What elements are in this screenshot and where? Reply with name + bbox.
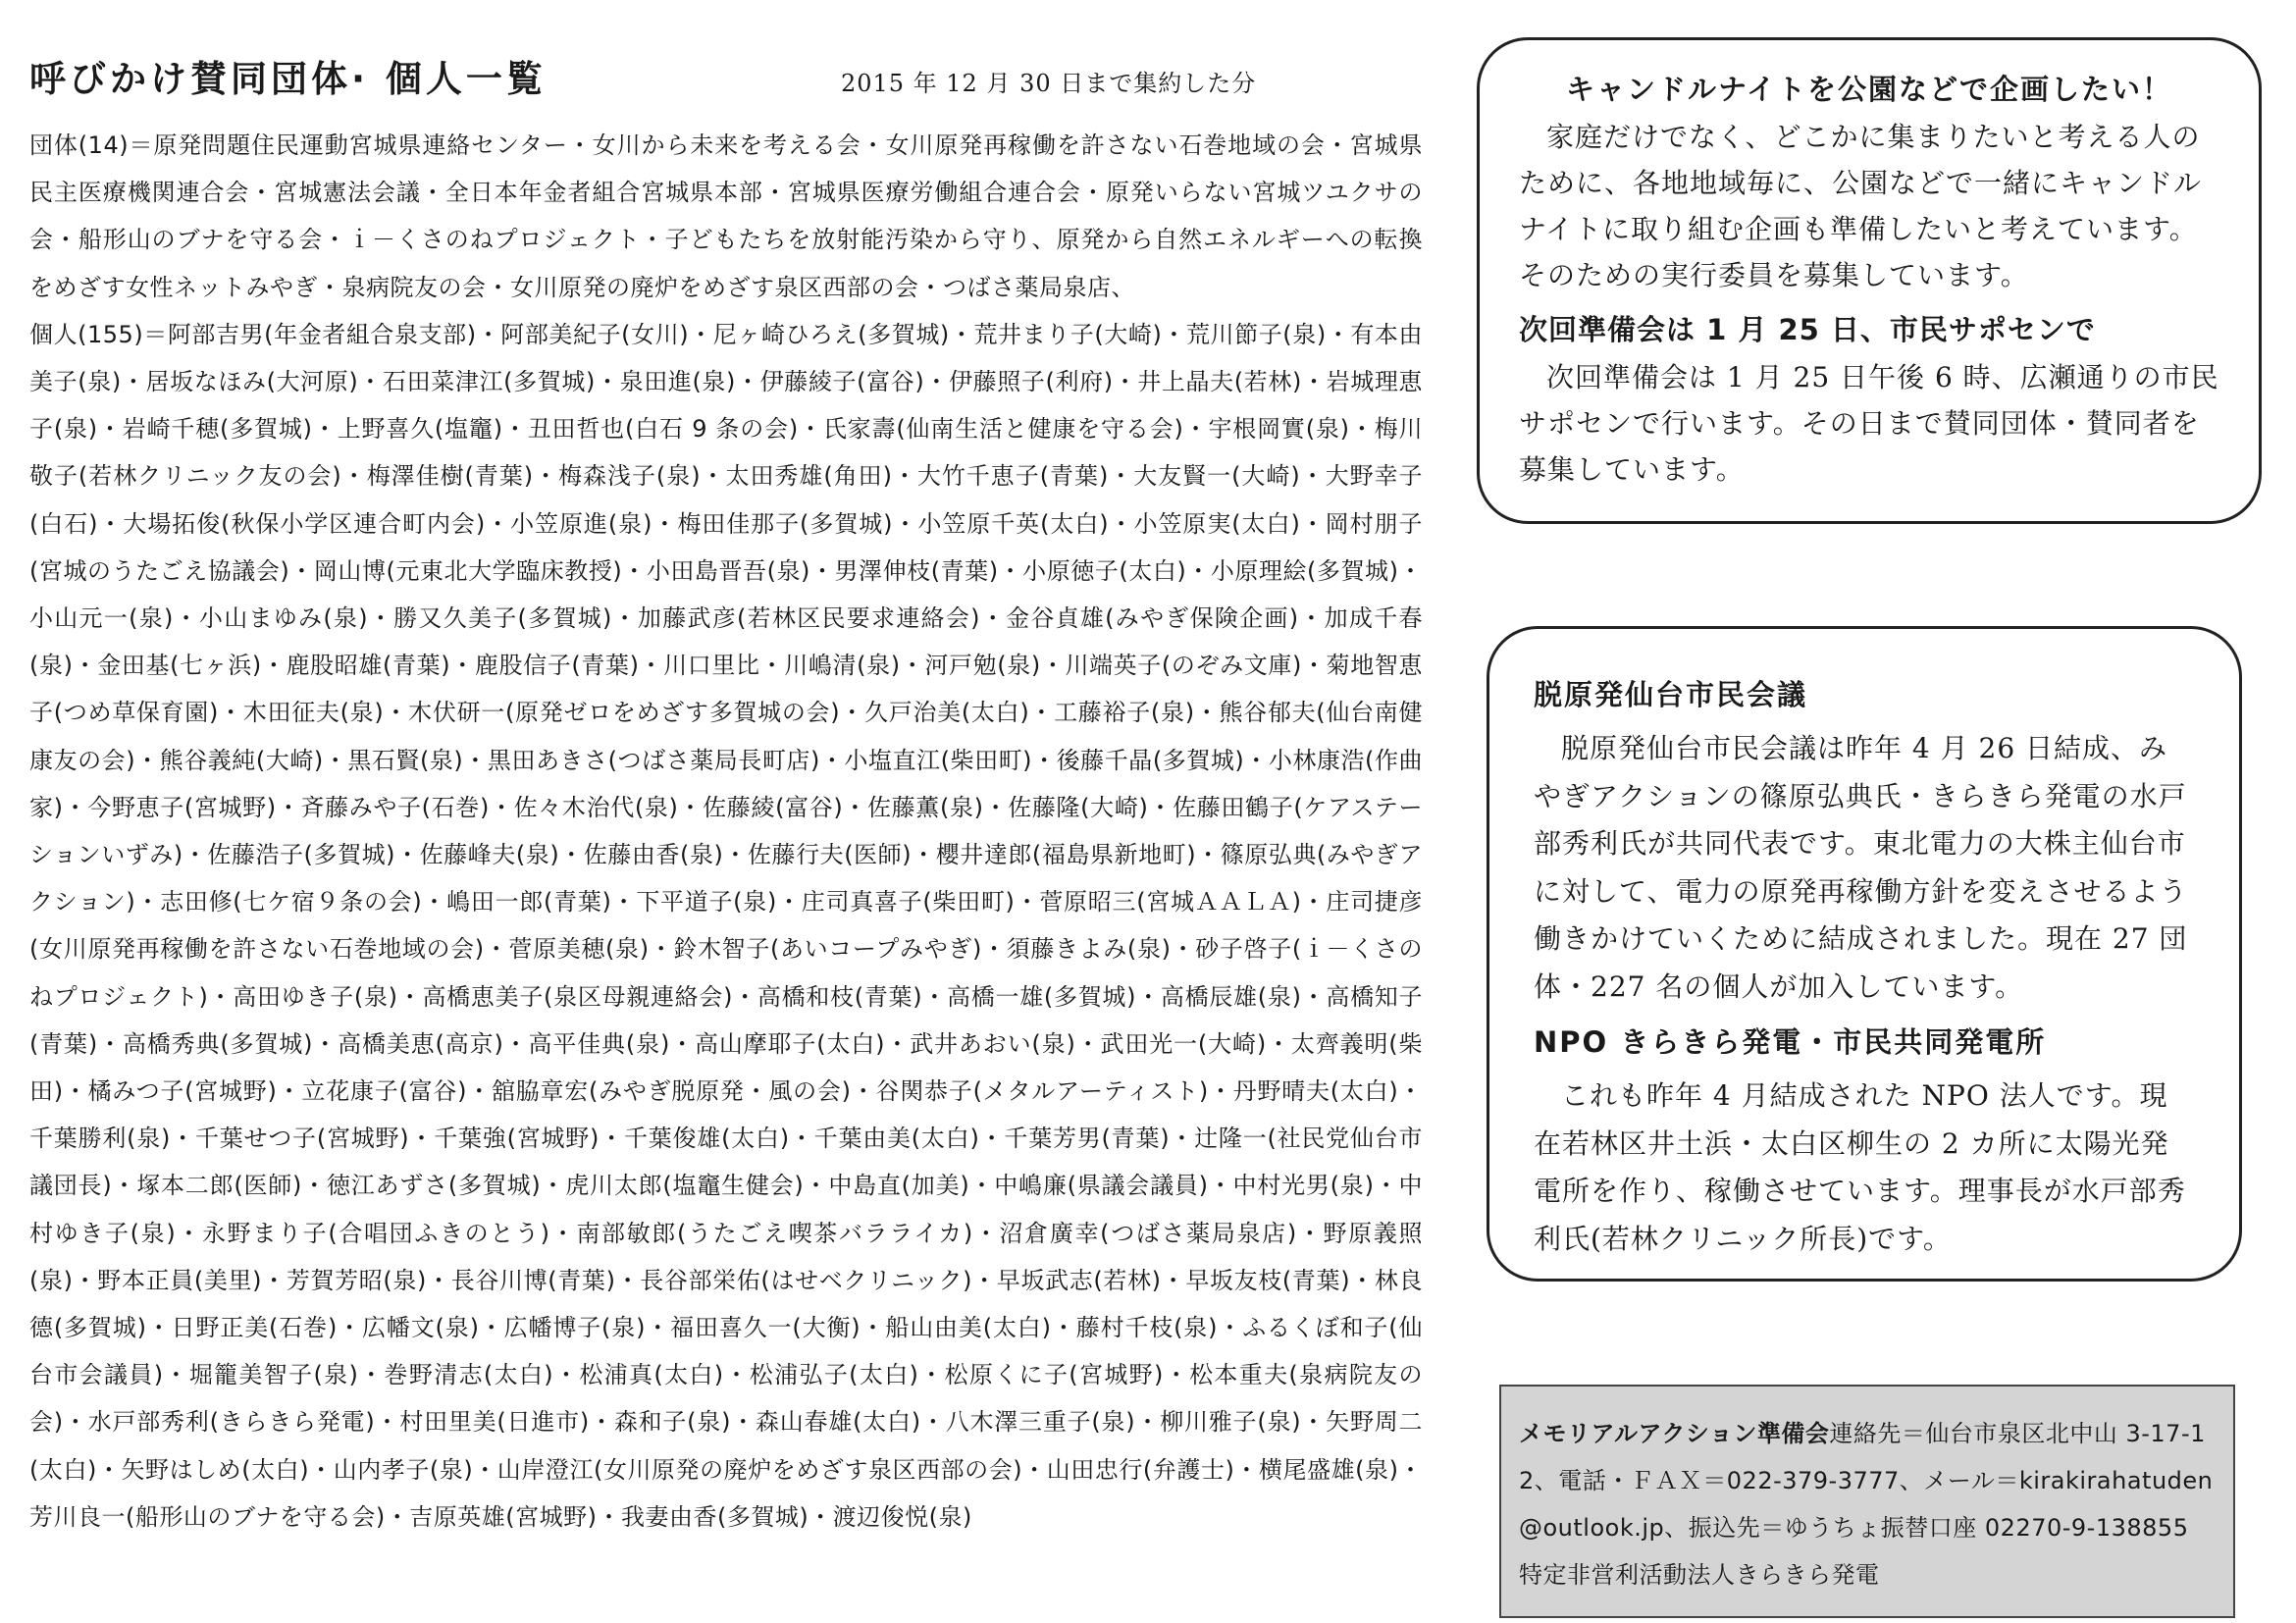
page-title: 呼びかけ賛同団体· 個人一覧 [29,58,547,100]
council-heading: 脱原発仙台市民会議 [1534,678,1808,711]
contact-email-label: メール＝ [1923,1467,2019,1494]
contact-address: 連絡先＝仙台市泉区北中山 3-17-12、 [1519,1420,2206,1494]
council-paragraph: 脱原発仙台市民会議は昨年 4 月 26 日結成、みやぎアクションの篠原弘典氏・きらきら発電の水戸部秀利氏が共同代表です。東北電力の大株主仙台市に対して、電力の原発再稼働方針を変えさせるよう働きかけていくために結成されました。現在 27 団体・227 名の個人が加入しています。 [1534,732,2188,1003]
contact-info-box [1499,1385,2235,1618]
contact-email-link[interactable]: kirakirahatuden@outlook.jp [1519,1467,2214,1542]
groups-paragraph: 団体(14)＝原発問題住民運動宮城県連絡センター・女川から未来を考える会・女川原発再稼働を許さない石巻地域の会・宮城県民主医療機関連合会・宮城憲法会議・全日本年金者組合宮城県本部・宮城県医療労働組合連合会・原発いらない宮城ツユクサの会・船形山のブナを守る会・ｉ－くさのねプロジェクト・子どもたちを放射能汚染から守り、原発から自然エネルギーへの転換をめざす女性ネットみやぎ・泉病院友の会・女川原発の廃炉をめざす泉区西部の会・つばさ薬局泉店、 [29,131,1424,301]
citizens-council-box [1487,626,2242,1282]
individuals-paragraph: 個人(155)＝阿部吉男(年金者組合泉支部)・阿部美紀子(女川)・尼ヶ崎ひろえ(多賀城)・荒井まり子(大崎)・荒川節子(泉)・有本由美子(泉)・居坂なほみ(大河原)・石田菜津江(多賀城)・泉田進(泉)・伊藤綾子(富谷)・伊藤照子(利府)・井上晶夫(若林)・岩城理恵子(泉)・岩崎千穂(多賀城)・上野喜久(塩竈)・丑田哲也(白石 9 条の会)・氏家壽(仙南生活と健康を守る会)・宇根岡實(泉)・梅川敬子(若林クリニック友の会)・梅澤佳樹(青葉)・梅森浅子(泉)・太田秀雄(角田)・大竹千恵子(青葉)・大友賢一(大崎)・大野幸子(白石)・大場拓俊(秋保小学区連合町内会)・小笠原進(泉)・梅田佳那子(多賀城)・小笠原千英(太白)・小笠原実(太白)・岡村朋子(宮城のうたごえ協議会)・岡山博(元東北大学臨床教授)・小田島晋吾(泉)・男澤伸枝(青葉)・小原徳子(太白)・小原理絵(多賀城)・小山元一(泉)・小山まゆみ(泉)・勝又久美子(多賀城)・加藤武彦(若林区民要求連絡会)・金谷貞雄(みやぎ保険企画)・加成千春(泉)・金田基(七ヶ浜)・鹿股昭雄(青葉)・鹿股信子(青葉)・川口里比・川嶋清(泉)・河戸勉(泉)・川端英子(のぞみ文庫)・菊地智恵子(つめ草保育園)・木田征夫(泉)・木伏研一(原発ゼロをめざす多賀城の会)・久戸治美(太白)・工藤裕子(泉)・熊谷郁夫(仙台南健康友の会)・熊谷義純(大崎)・黒石賢(泉)・黒田あきさ(つばさ薬局長町店)・小塩直江(柴田町)・後藤千晶(多賀城)・小林康浩(作曲家)・今野恵子(宮城野)・斉藤みや子(石巻)・佐々木治代(泉)・佐藤綾(富谷)・佐藤薫(泉)・佐藤隆(大崎)・佐藤田鶴子(ケアステーションいずみ)・佐藤浩子(多賀城)・佐藤峰夫(泉)・佐藤由香(泉)・佐藤行夫(医師)・櫻井達郎(福島県新地町)・篠原弘典(みやぎアクション)・志田修(七ケ宿９条の会)・嶋田一郎(青葉)・下平道子(泉)・庄司真喜子(柴田町)・菅原昭三(宮城ＡＡＬＡ)・庄司捷彦(女川原発再稼働を許さない石巻地域の会)・菅原美穂(泉)・鈴木智子(あいコープみやぎ)・須藤きよみ(泉)・砂子啓子(ｉ－くさのねプロジェクト)・高田ゆき子(泉)・高橋恵美子(泉区母親連絡会)・高橋和枝(青葉)・高橋一雄(多賀城)・高橋辰雄(泉)・高橋知子(青葉)・高橋秀典(多賀城)・高橋美恵(高京)・高平佳典(泉)・高山摩耶子(太白)・武井あおい(泉)・武田光一(大崎)・太齊義明(柴田)・橘みつ子(宮城野)・立花康子(富谷)・舘脇章宏(みやぎ脱原発・風の会)・谷関恭子(メタルアーティスト)・丹野晴夫(太白)・千葉勝利(泉)・千葉せつ子(宮城野)・千葉強(宮城野)・千葉俊雄(太白)・千葉由美(太白)・千葉芳男(青葉)・辻隆一(社民党仙台市議団長)・塚本二郎(医師)・徳江あずさ(多賀城)・虎川太郎(塩竈生健会)・中島直(加美)・中嶋廉(県議会議員)・中村光男(泉)・中村ゆき子(泉)・永野まり子(合唱団ふきのとう)・南部敏郎(うたごえ喫茶バラライカ)・沼倉廣幸(つばさ薬局泉店)・野原義照(泉)・野本正員(美里)・芳賀芳昭(泉)・長谷川博(青葉)・長谷部栄佑(はせベクリニック)・早坂武志(若林)・早坂友枝(青葉)・林良德(多賀城)・日野正美(石巻)・広幡文(泉)・広幡博子(泉)・福田喜久一(大衡)・船山由美(太白)・藤村千枝(泉)・ふるくぼ和子(仙台市会議員)・堀籠美智子(泉)・巻野清志(太白)・松浦真(太白)・松浦弘子(太白)・松原くに子(宮城野)・松本重夫(泉病院友の会)・水戸部秀利(きらきら発電)・村田里美(日進市)・森和子(泉)・森山春雄(太白)・八木澤三重子(泉)・柳川雅子(泉)・矢野周二(太白)・矢野はしめ(太白)・山内孝子(泉)・山岸澄江(女川原発の廃炉をめざす泉区西部の会)・山田忠行(弁護士)・横尾盛雄(泉)・芳川良一(船形山のブナを守る会)・吉原英雄(宮城野)・我妻由香(多賀城)・渡辺俊悦(泉) [29,320,1423,1531]
npo-heading: NPO きらきら発電・市民共同発電所 [1534,1025,2047,1059]
collected-date-note: 2015 年 12 月 30 日まで集約した分 [840,70,1257,97]
contact-account-holder: 特定非営利活動法人きらきら発電 [1519,1561,1880,1589]
next-meeting-heading: 次回準備会は 1 月 25 日、市民サポセンで [1519,313,2096,346]
members-body [29,122,1423,1541]
member-list-header [29,49,1423,102]
candle-night-box [1477,37,2262,524]
contact-tel-fax: 電話・ＦＡＸ＝022-379-3777、 [1558,1467,1924,1494]
contact-transfer-account: 、振込先＝ゆうちょ振替口座 02270-9-138855 [1664,1514,2189,1542]
candle-night-heading: キャンドルナイトを公園などで企画したい！ [1566,73,2172,106]
next-meeting-paragraph: 次回準備会は 1 月 25 日午後 6 時、広瀬通りの市民サポセンで行います。その日まで賛同団体・賛同者を募集しています。 [1519,361,2219,486]
contact-org-name: メモリアルアクション準備会 [1519,1420,1830,1447]
npo-paragraph: これも昨年 4 月結成された NPO 法人です。現在若林区井土浜・太白区柳生の 2 カ所に太陽光発電所を作り、稼働させています。理事長が水戸部秀利氏(若林クリニック所長)です。 [1534,1079,2186,1255]
member-list-section [29,49,1423,1541]
contact-text [1519,1410,2216,1598]
candle-night-paragraph: 家庭だけでなく、どこかに集まりたいと考える人のために、各地地域毎に、公園などで一緒にキャンドルナイトに取り組む企画も準備したいと考えています。そのための実行委員を募集しています。 [1519,121,2203,291]
